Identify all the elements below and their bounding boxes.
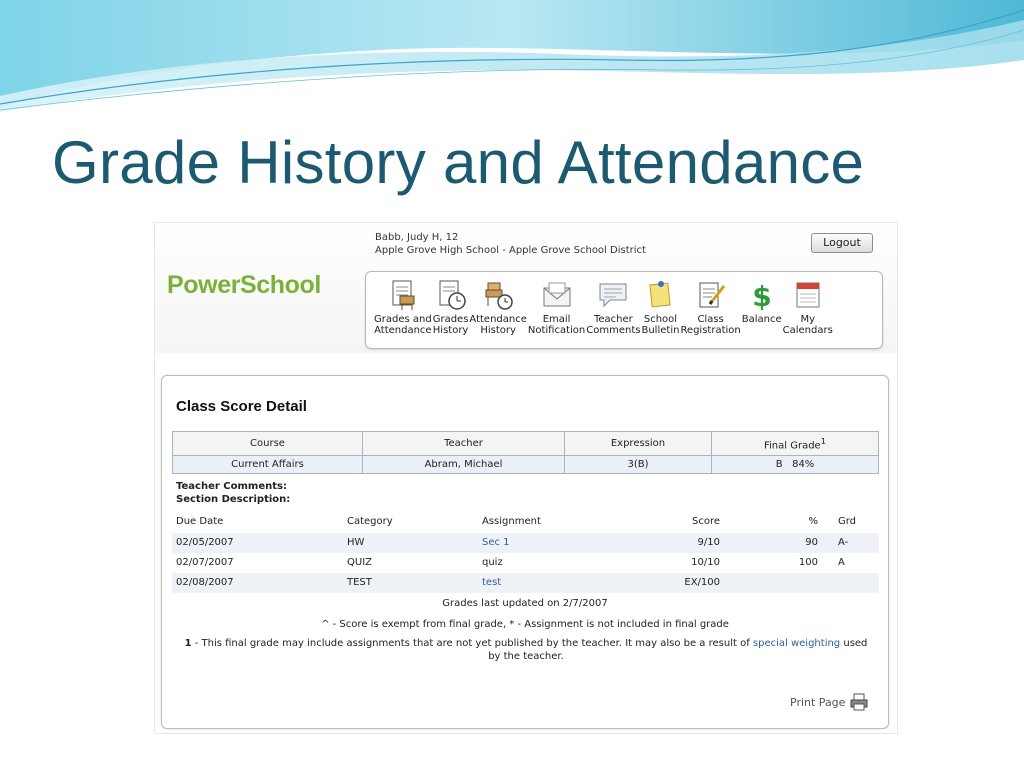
grade-cell: A — [838, 557, 845, 568]
nav-label-line2: Bulletin — [641, 325, 680, 336]
percent-cell: 90 — [805, 537, 818, 548]
nav-label-line1: My — [800, 314, 815, 325]
final-grade-header — [712, 432, 879, 456]
class-score-detail-panel — [161, 375, 889, 729]
nav-label-line1: Teacher — [593, 314, 633, 325]
category-cell: QUIZ — [347, 557, 372, 568]
nav-label-line1: School — [643, 314, 678, 325]
grades-updated-note: Grades last updated on 2/7/2007 — [442, 598, 608, 609]
table-row — [172, 553, 879, 573]
nav-label-line2: History — [432, 325, 469, 336]
final-grade-footnote — [182, 637, 870, 663]
nav-label-line2: History — [480, 325, 516, 336]
powerschool-screenshot — [154, 222, 898, 734]
footnote-text: - This final grade may include assignments that are not yet published by the teacher. It may also be a result of — [191, 638, 753, 649]
category-header: Category — [347, 516, 393, 527]
nav-label-line2: Comments — [586, 325, 641, 336]
assignment-header: Assignment — [482, 516, 541, 527]
assignments-header-row — [172, 512, 879, 532]
course-value: Current Affairs — [173, 456, 363, 474]
table-row — [172, 533, 879, 553]
expression-value: 3(B) — [565, 456, 712, 474]
attendance-history-icon — [481, 278, 515, 312]
print-page-label: Print Page — [790, 695, 846, 709]
nav-school-bulletin[interactable] — [641, 278, 679, 348]
nav-teacher-comments[interactable] — [586, 278, 640, 348]
footnote-number: 1 — [184, 638, 192, 649]
registration-icon — [694, 278, 728, 312]
score-cell: 9/10 — [697, 537, 720, 548]
nav-grades-history[interactable] — [433, 278, 469, 348]
percent-header: % — [808, 516, 818, 527]
course-summary-table — [172, 431, 879, 474]
grades-history-icon — [434, 278, 468, 312]
school-name: Apple Grove High School - Apple Grove School District — [375, 245, 646, 256]
grades-attendance-icon — [386, 278, 420, 312]
nav-email-notification[interactable] — [528, 278, 585, 348]
logout-button[interactable]: Logout — [811, 233, 873, 253]
table-row — [172, 573, 879, 593]
percent-cell: 100 — [798, 557, 818, 568]
print-page-link[interactable] — [790, 692, 869, 712]
teacher-comments-label: Teacher Comments: — [176, 481, 287, 492]
slide-title: Grade History and Attendance — [52, 129, 865, 196]
special-weighting-link[interactable]: special weighting — [752, 638, 841, 649]
nav-label-line1: Grades and — [374, 314, 432, 325]
student-name: Babb, Judy H, 12 — [375, 232, 459, 243]
slide-header-waves — [0, 0, 1024, 120]
comments-icon — [596, 278, 630, 312]
nav-label-line1: Class — [697, 314, 724, 325]
teacher-value: Abram, Michael — [363, 456, 565, 474]
assignment-cell: quiz — [482, 557, 503, 568]
assignment-link[interactable]: test — [482, 577, 502, 588]
exempt-legend: ^ - Score is exempt from final grade, * - Assignment is not included in final grade — [321, 619, 729, 630]
assignment-link[interactable]: Sec 1 — [482, 537, 510, 548]
comments-section — [176, 480, 290, 506]
course-header: Course — [173, 432, 363, 456]
printer-icon — [849, 692, 869, 712]
footnote-end: used by the teacher. — [488, 638, 868, 662]
nav-label-line1: Attendance — [469, 314, 527, 325]
category-cell: HW — [347, 537, 365, 548]
nav-label-line2: Registration — [680, 325, 741, 336]
nav-attendance-history[interactable] — [469, 278, 526, 348]
calendar-icon — [791, 278, 825, 312]
student-info — [375, 231, 646, 257]
grade-cell: A- — [838, 537, 849, 548]
bulletin-icon — [643, 278, 677, 312]
score-header: Score — [691, 516, 720, 527]
nav-label-line1: Email — [542, 314, 571, 325]
nav-label-line1: Grades — [432, 314, 469, 325]
due-date-cell: 02/05/2007 — [176, 537, 234, 548]
dollar-icon — [745, 278, 779, 312]
panel-title: Class Score Detail — [176, 398, 307, 415]
nav-label-line2: Attendance — [374, 325, 432, 336]
score-cell: EX/100 — [684, 577, 720, 588]
nav-label-line2: Calendars — [782, 325, 833, 336]
due-date-header: Due Date — [176, 516, 224, 527]
section-description-label: Section Description: — [176, 494, 291, 505]
final-grade-value: B 84% — [712, 456, 879, 474]
due-date-cell: 02/08/2007 — [176, 577, 234, 588]
nav-grades-attendance[interactable] — [374, 278, 432, 348]
nav-label-line1: Balance — [741, 314, 782, 325]
score-cell: 10/10 — [691, 557, 720, 568]
teacher-header: Teacher — [363, 432, 565, 456]
expression-header: Expression — [565, 432, 712, 456]
grade-header: Grd — [838, 516, 857, 527]
email-icon — [540, 278, 574, 312]
nav-toolbar — [365, 271, 883, 349]
powerschool-logo: PowerSchool — [167, 271, 321, 299]
nav-label-line2: Notification — [527, 325, 586, 336]
nav-my-calendars[interactable] — [783, 278, 833, 348]
final-grade-header-label: Final Grade — [763, 440, 821, 452]
nav-class-registration[interactable] — [680, 278, 740, 348]
svg-text:$: $ — [751, 280, 772, 312]
due-date-cell: 02/07/2007 — [176, 557, 234, 568]
nav-balance[interactable] — [742, 278, 782, 348]
category-cell: TEST — [347, 577, 372, 588]
final-grade-footnote-mark: 1 — [820, 435, 827, 446]
